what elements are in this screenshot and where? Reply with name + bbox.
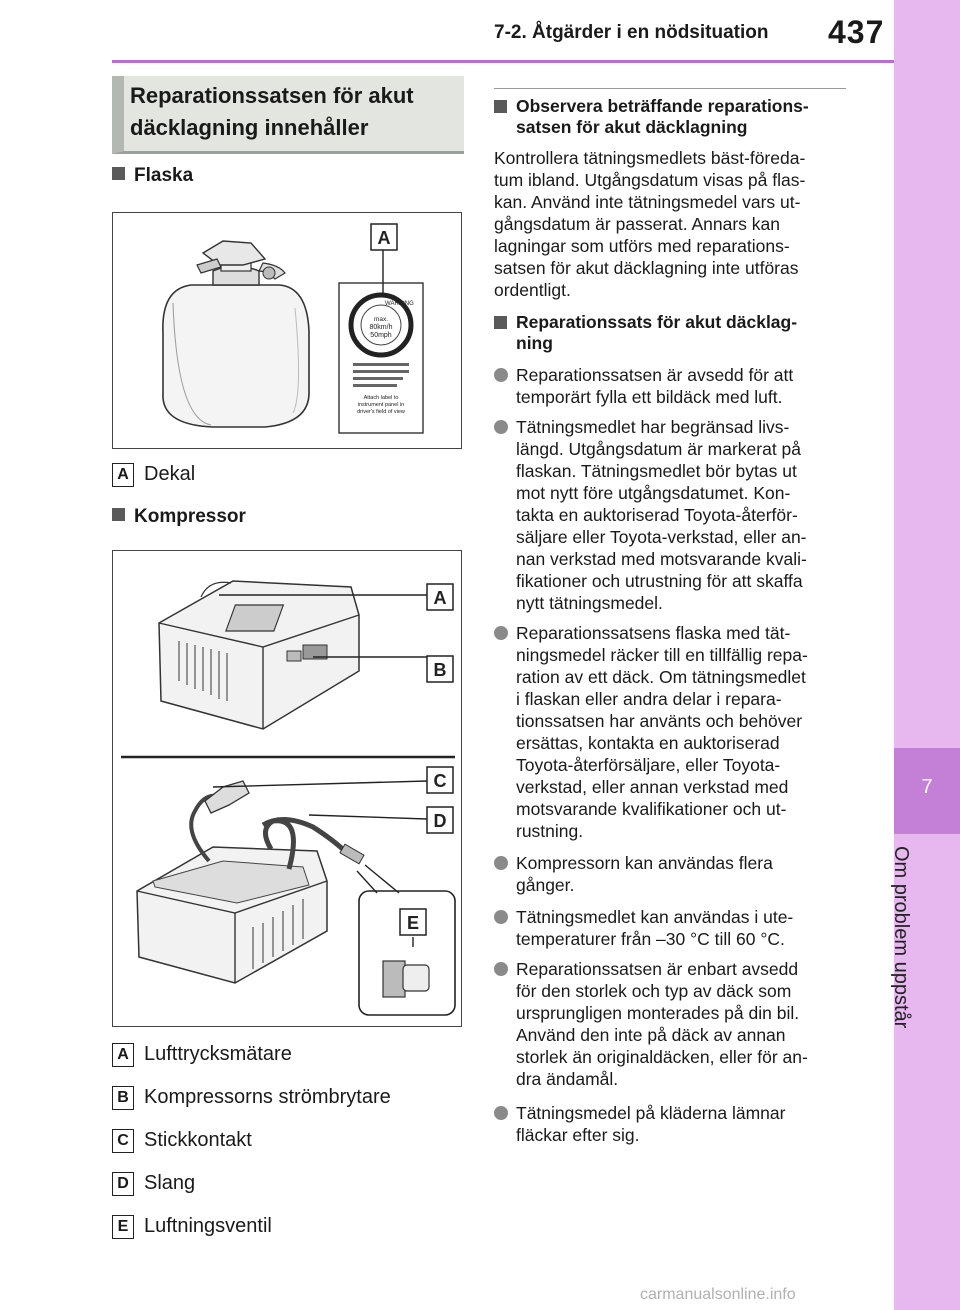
bullet-line: Reparationssatsens flaska med tät-: [516, 623, 791, 643]
round-bullet-icon: [494, 962, 508, 976]
paragraph-line: gångsdatum är passerat. Annars kan: [494, 214, 781, 234]
speed-kmh: 80km/h: [369, 324, 393, 331]
reparationssats-heading-line: ning: [516, 333, 553, 353]
bullet-item: [494, 906, 854, 950]
paragraph-line: kan. Använd inte tätningsmedel vars ut-: [494, 192, 801, 212]
legend-text: Kompressorns strömbrytare: [144, 1086, 391, 1108]
figure-callout-a: A: [377, 228, 391, 248]
figure-callout-c: C: [433, 771, 447, 791]
attach-note-line-3: driver's field of view: [357, 409, 405, 415]
legend-key: A: [112, 463, 134, 487]
figure-callout-b: B: [433, 660, 447, 680]
round-bullet-icon: [494, 856, 508, 870]
bullet-item: [494, 622, 854, 842]
attach-note-line-2: instrument panel in: [357, 402, 405, 408]
bullet-line: nytt tätningsmedel.: [516, 593, 663, 613]
bullet-line: Tätningsmedlet har begränsad livs-: [516, 417, 790, 437]
bullet-line: säljare eller Toyota-verkstad, eller an-: [516, 527, 807, 547]
observera-heading-line: Observera beträffande reparations-: [516, 96, 809, 116]
kompressor-figure: [112, 550, 462, 1027]
round-bullet-icon: [494, 1106, 508, 1120]
bullet-line: dra ändamål.: [516, 1069, 619, 1089]
kompressor-heading-text: Kompressor: [134, 506, 246, 527]
flaska-figure: [112, 212, 462, 449]
figure-callout-d: D: [433, 811, 447, 831]
bullet-line: Toyota-återförsäljare, eller Toyota-: [516, 755, 781, 775]
legend-text: Slang: [144, 1172, 196, 1194]
kompressor-heading: [112, 506, 246, 528]
reparationssats-heading: [494, 312, 854, 354]
compressor-illustration: [113, 551, 463, 1028]
bullet-line: verkstad, eller annan verkstad med: [516, 777, 789, 797]
bullet-item: [494, 364, 854, 408]
reparationssats-heading-line: Reparationssats för akut däcklag-: [516, 312, 798, 332]
bullet-line: Tätningsmedlet kan användas i ute-: [516, 907, 794, 927]
square-bullet-icon: [112, 508, 125, 521]
bullet-line: Reparationssatsen är enbart avsedd: [516, 959, 799, 979]
bullet-line: ration av ett däck. Om tätningsmedlet: [516, 667, 806, 687]
round-bullet-icon: [494, 626, 508, 640]
bullet-item: [494, 1102, 854, 1146]
paragraph-line: lagningar som utförs med reparations-: [494, 236, 790, 256]
bullet-line: Använd den inte på däck av annan: [516, 1025, 786, 1045]
round-bullet-icon: [494, 910, 508, 924]
bullet-line: fikationer och utrustning för att skaffa: [516, 571, 803, 591]
round-bullet-icon: [494, 420, 508, 434]
bullet-line: i flaskan eller andra delar i repara-: [516, 689, 782, 709]
bullet-line: takta en auktoriserad Toyota-återför-: [516, 505, 798, 525]
bullet-item: [494, 958, 854, 1090]
attach-note-line-1: Attach label to: [363, 395, 399, 401]
square-bullet-icon: [494, 100, 507, 113]
bullet-line: Kompressorn kan användas flera: [516, 853, 773, 873]
legend-key: D: [112, 1172, 134, 1196]
bullet-item: [494, 852, 854, 896]
page-number: 437: [828, 14, 885, 50]
bullet-line: storlek än originaldäcken, eller för an-: [516, 1047, 808, 1067]
right-column-divider: [494, 88, 846, 89]
observera-paragraph: [494, 147, 854, 301]
flaska-heading: [112, 165, 193, 187]
legend-text: Stickkontakt: [144, 1129, 252, 1151]
legend-key: C: [112, 1129, 134, 1153]
bullet-line: Reparationssatsen är avsedd för att: [516, 365, 794, 385]
legend-text: Luftningsventil: [144, 1215, 272, 1237]
observera-heading-line: satsen för akut däcklagning: [516, 117, 748, 137]
chapter-name: [890, 846, 948, 1046]
bullet-line: nan verkstad med motsvarande kvali-: [516, 549, 807, 569]
legend-key: A: [112, 1043, 134, 1067]
legend-text: Lufttrycksmätare: [144, 1043, 292, 1065]
square-bullet-icon: [112, 167, 125, 180]
round-bullet-icon: [494, 368, 508, 382]
bullet-line: rustning.: [516, 821, 584, 841]
chapter-name-text: Om problem uppstår: [890, 846, 912, 1029]
bullet-line: mot nytt före utgångsdatumet. Kon-: [516, 483, 791, 503]
paragraph-line: Kontrollera tätningsmedlets bäst-föreda-: [494, 148, 806, 168]
bullet-line: temporärt fylla ett bildäck med luft.: [516, 387, 783, 407]
bullet-line: Tätningsmedel på kläderna lämnar: [516, 1103, 786, 1123]
bullet-line: ersättas, kontakta en auktoriserad: [516, 733, 780, 753]
bullet-line: temperaturer från –30 °C till 60 °C.: [516, 929, 785, 949]
paragraph-line: ordentligt.: [494, 280, 571, 300]
legend-key: B: [112, 1086, 134, 1110]
bullet-line: motsvarande kvalifikationer och ut-: [516, 799, 787, 819]
figure-callout-a: A: [433, 588, 447, 608]
square-bullet-icon: [494, 316, 507, 329]
figure-callout-e: E: [406, 913, 420, 933]
header-section-title: 7-2. Åtgärder i en nödsituation: [494, 22, 769, 43]
sealant-bottle-illustration: [113, 213, 463, 450]
bullet-item: [494, 416, 854, 614]
legend-text: Dekal: [144, 463, 196, 485]
section-heading-line-2: däcklagning innehåller: [130, 115, 369, 140]
paragraph-line: tum ibland. Utgångsdatum visas på flas-: [494, 170, 806, 190]
watermark: carmanualsonline.info: [640, 1286, 796, 1303]
bullet-line: tionssatsen har använts och behöver: [516, 711, 803, 731]
header-divider: [112, 60, 894, 63]
chapter-side-tab: [894, 0, 960, 1310]
speed-max: max.: [373, 316, 389, 323]
bullet-line: för den storlek och typ av däck som: [516, 981, 792, 1001]
legend-key: E: [112, 1215, 134, 1239]
bullet-line: gånger.: [516, 875, 575, 895]
speed-mph: 50mph: [370, 332, 392, 339]
bullet-line: ningsmedel räcker till en tillfällig repa-: [516, 645, 808, 665]
warning-title: WARNING: [385, 301, 414, 307]
bullet-line: ursprungligen monterades på din bil.: [516, 1003, 800, 1023]
chapter-number: 7: [921, 776, 933, 798]
section-heading-line-1: Reparationssatsen för akut: [130, 83, 414, 108]
bullet-line: längd. Utgångsdatum är markerat på: [516, 439, 802, 459]
paragraph-line: satsen för akut däcklagning inte utföras: [494, 258, 799, 278]
bullet-line: flaskan. Tätningsmedlet bör bytas ut: [516, 461, 797, 481]
section-heading-box: [112, 76, 464, 154]
flaska-heading-text: Flaska: [134, 165, 194, 186]
observera-heading: [494, 96, 854, 138]
bullet-line: fläckar efter sig.: [516, 1125, 640, 1145]
